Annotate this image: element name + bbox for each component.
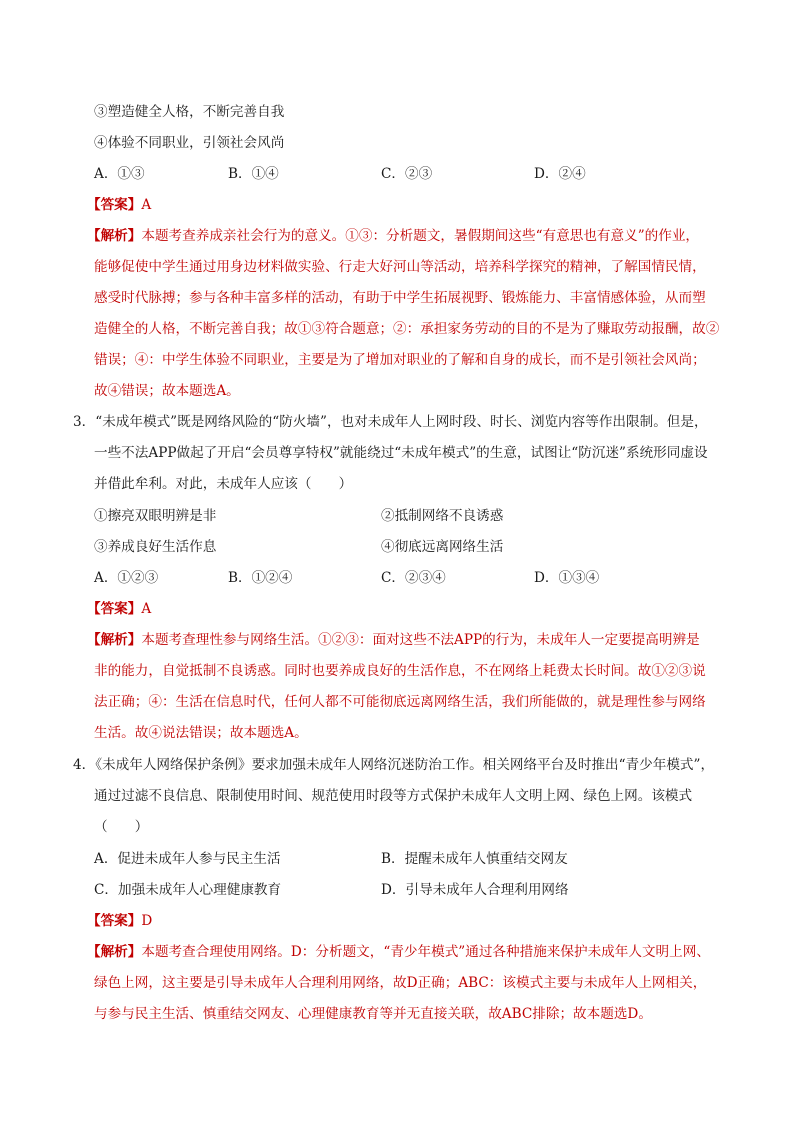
q2-analysis-line-2: 能够促使中学生通过用身边材料做实验、行走大好河山等活动，培养科学探究的精神，了解国情民情，: [94, 259, 706, 275]
q4-stem-line-2: 通过过滤不良信息、限制使用时间、规范使用时段等方式保护未成年人文明上网、绿色上网。该模式: [94, 788, 693, 804]
answer-label: 【答案】: [87, 601, 142, 617]
q2-analysis-line-1: 【解析】本题考查养成亲社会行为的意义。①③：分析题文，暑假期间这些“有意思也有意义”的作业，: [87, 228, 700, 244]
q3-option-c: C．②③④: [381, 570, 446, 586]
analysis-label: 【解析】: [87, 228, 142, 244]
q2-option-a: A．①③: [94, 166, 145, 182]
q2-analysis-line-4: 造健全的人格，不断完善自我；故①③符合题意；②：承担家务劳动的目的不是为了赚取劳动报酬，故②: [94, 321, 720, 337]
q4-option-d: D．引导未成年人合理利用网络: [381, 882, 569, 898]
q3-analysis-line-4: 生活。故④说法错误；故本题选A。: [94, 725, 308, 741]
q3-option-b: B．①②④: [228, 570, 293, 586]
q3-analysis-line-3: 法正确；④：生活在信息时代，任何人都不可能彻底远离网络生活，我们所能做的，就是理性参与网络: [94, 694, 706, 710]
q3-analysis-line-1: 【解析】本题考查理性参与网络生活。①②③：面对这些不法APP的行为，未成年人一定要提高明辨是: [87, 632, 700, 648]
answer-value: A: [141, 601, 152, 617]
q4-answer: [87, 912, 152, 930]
answer-label: 【答案】: [87, 913, 142, 929]
q4-analysis-line-1: 【解析】本题考查合理使用网络。D：分析题文，“青少年模式”通过各种措施来保护未成年人文明上网、: [87, 944, 710, 960]
q3-stem-line-3: 并借此牟利。对此，未成年人应该（ ）: [94, 476, 353, 492]
answer-value: D: [141, 913, 153, 929]
q3-stem-line-2: 一些不法APP做起了开启“会员尊享特权”就能绕过“未成年模式”的生意，试图让“防沉迷”系统形同虚设: [94, 445, 708, 461]
answer-label: 【答案】: [87, 197, 142, 213]
q2-option-b: B．①④: [228, 166, 279, 182]
q3-item-4: ④彻底远离网络生活: [381, 539, 504, 555]
q3-analysis-line-2: 非的能力，自觉抵制不良诱惑。同时也要养成良好的生活作息，不在网络上耗费太长时间。故①②③说: [94, 663, 706, 679]
q2-analysis-line-3: 感受时代脉搏；参与各种丰富多样的活动，有助于中学生拓展视野、锻炼能力、丰富情感体验，从而塑: [94, 290, 706, 306]
q3-item-1: ①擦亮双眼明辨是非: [94, 508, 217, 524]
q3-option-d: D．①③④: [534, 570, 600, 586]
analysis-label: 【解析】: [87, 944, 142, 960]
q3-option-a: A．①②③: [94, 570, 159, 586]
q4-analysis-line-3: 与参与民主生活、慎重结交网友、心理健康教育等并无直接关联，故ABC排除；故本题选D。: [94, 1006, 652, 1022]
q2-answer: [87, 196, 151, 214]
q2-item-3: ③塑造健全人格，不断完善自我: [94, 104, 285, 120]
q2-option-d: D．②④: [534, 166, 586, 182]
answer-value: A: [141, 197, 152, 213]
q2-item-4: ④体验不同职业，引领社会风尚: [94, 135, 285, 151]
q2-option-c: C．②③: [381, 166, 433, 182]
q4-analysis-line-2: 绿色上网，这主要是引导未成年人合理利用网络，故D正确；ABC：该模式主要与未成年人上网相关，: [94, 975, 707, 991]
analysis-label: 【解析】: [87, 632, 142, 648]
q4-stem-line-1: 4．《未成年人网络保护条例》要求加强未成年人网络沉迷防治工作。相关网络平台及时推出“青少年模式”，: [73, 757, 715, 773]
q2-analysis-line-6: 故④错误；故本题选A。: [94, 383, 240, 399]
q4-option-a: A．促进未成年人参与民主生活: [94, 851, 281, 867]
q4-option-c: C．加强未成年人心理健康教育: [94, 882, 282, 898]
q4-option-b: B．提醒未成年人慎重结交网友: [381, 851, 568, 867]
q3-item-2: ②抵制网络不良诱惑: [381, 508, 504, 524]
q3-item-3: ③养成良好生活作息: [94, 539, 217, 555]
q2-analysis-line-5: 错误；④：中学生体验不同职业，主要是为了增加对职业的了解和自身的成长，而不是引领社会风尚；: [94, 352, 706, 368]
q3-answer: [87, 600, 151, 618]
q3-stem-line-1: 3．“未成年模式”既是网络风险的“防火墙”，也对未成年人上网时段、时长、浏览内容等作出限制。但是，: [73, 414, 708, 430]
q4-stem-line-3: （ ）: [94, 819, 149, 835]
